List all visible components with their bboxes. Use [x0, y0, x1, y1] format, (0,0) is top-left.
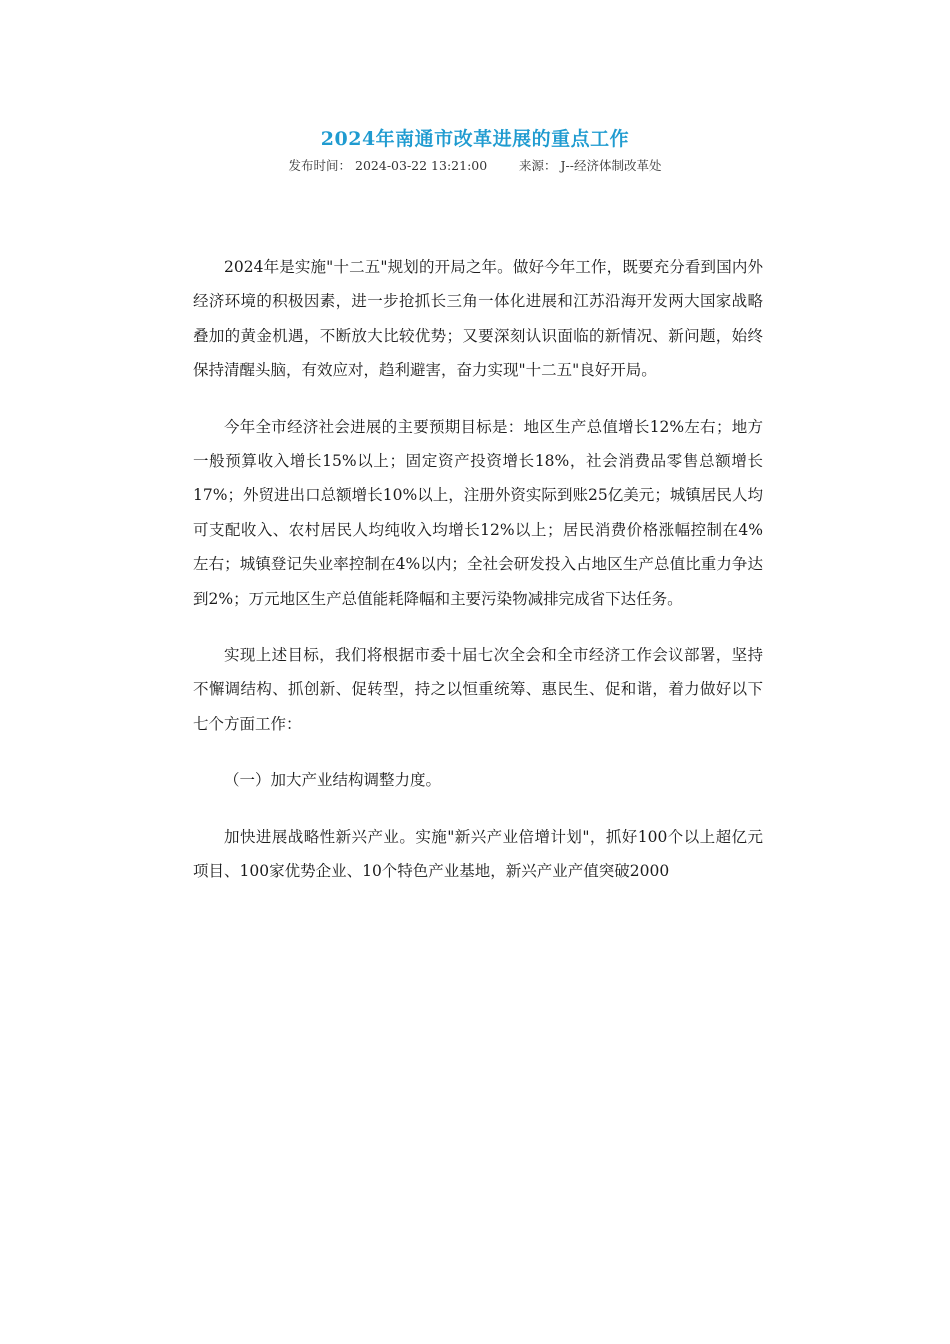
article-meta	[0, 156, 950, 174]
paragraph: 加快进展战略性新兴产业。实施"新兴产业倍增计划"，抓好100个以上超亿元项目、100家优势企业、10个特色产业基地，新兴产业产值突破2000	[193, 827, 763, 881]
paragraph: 2024年是实施"十二五"规划的开局之年。做好今年工作，既要充分看到国内外经济环境的积极因素，进一步抢抓长三角一体化进展和江苏沿海开发两大国家战略叠加的黄金机遇，不断放大比较优势；又要深刻认识面临的新情况、新问题，始终保持清醒头脑，有效应对，趋利避害，奋力实现"十二五"良好开局。	[193, 258, 763, 380]
article-body	[193, 250, 763, 911]
paragraph: 实现上述目标，我们将根据市委十届七次全会和全市经济工作会议部署，坚持不懈调结构、抓创新、促转型，持之以恒重统筹、惠民生、促和谐，着力做好以下七个方面工作：	[193, 646, 763, 733]
paragraph: 今年全市经济社会进展的主要预期目标是：地区生产总值增长12%左右；地方一般预算收入增长15%以上；固定资产投资增长18%，社会消费品零售总额增长17%；外贸进出口总额增长10%以上，注册外资实际到账25亿美元；城镇居民人均可支配收入、农村居民人均纯收入均增长12%以上；居民消费价格涨幅控制在4%左右；城镇登记失业率控制在4%以内；全社会研发投入占地区生产总值比重力争达到2%；万元地区生产总值能耗降幅和主要污染物减排完成省下达任务。	[193, 417, 763, 608]
publish-time: 2024-03-22 13:21:00	[355, 158, 488, 173]
source-label: 来源：	[519, 158, 557, 173]
source-name: J--经济体制改革处	[560, 158, 662, 173]
section-heading: （一）加大产业结构调整力度。	[224, 771, 442, 790]
page-title: 2024年南通市改革进展的重点工作	[320, 128, 630, 150]
publish-time-label: 发布时间：	[288, 158, 352, 173]
